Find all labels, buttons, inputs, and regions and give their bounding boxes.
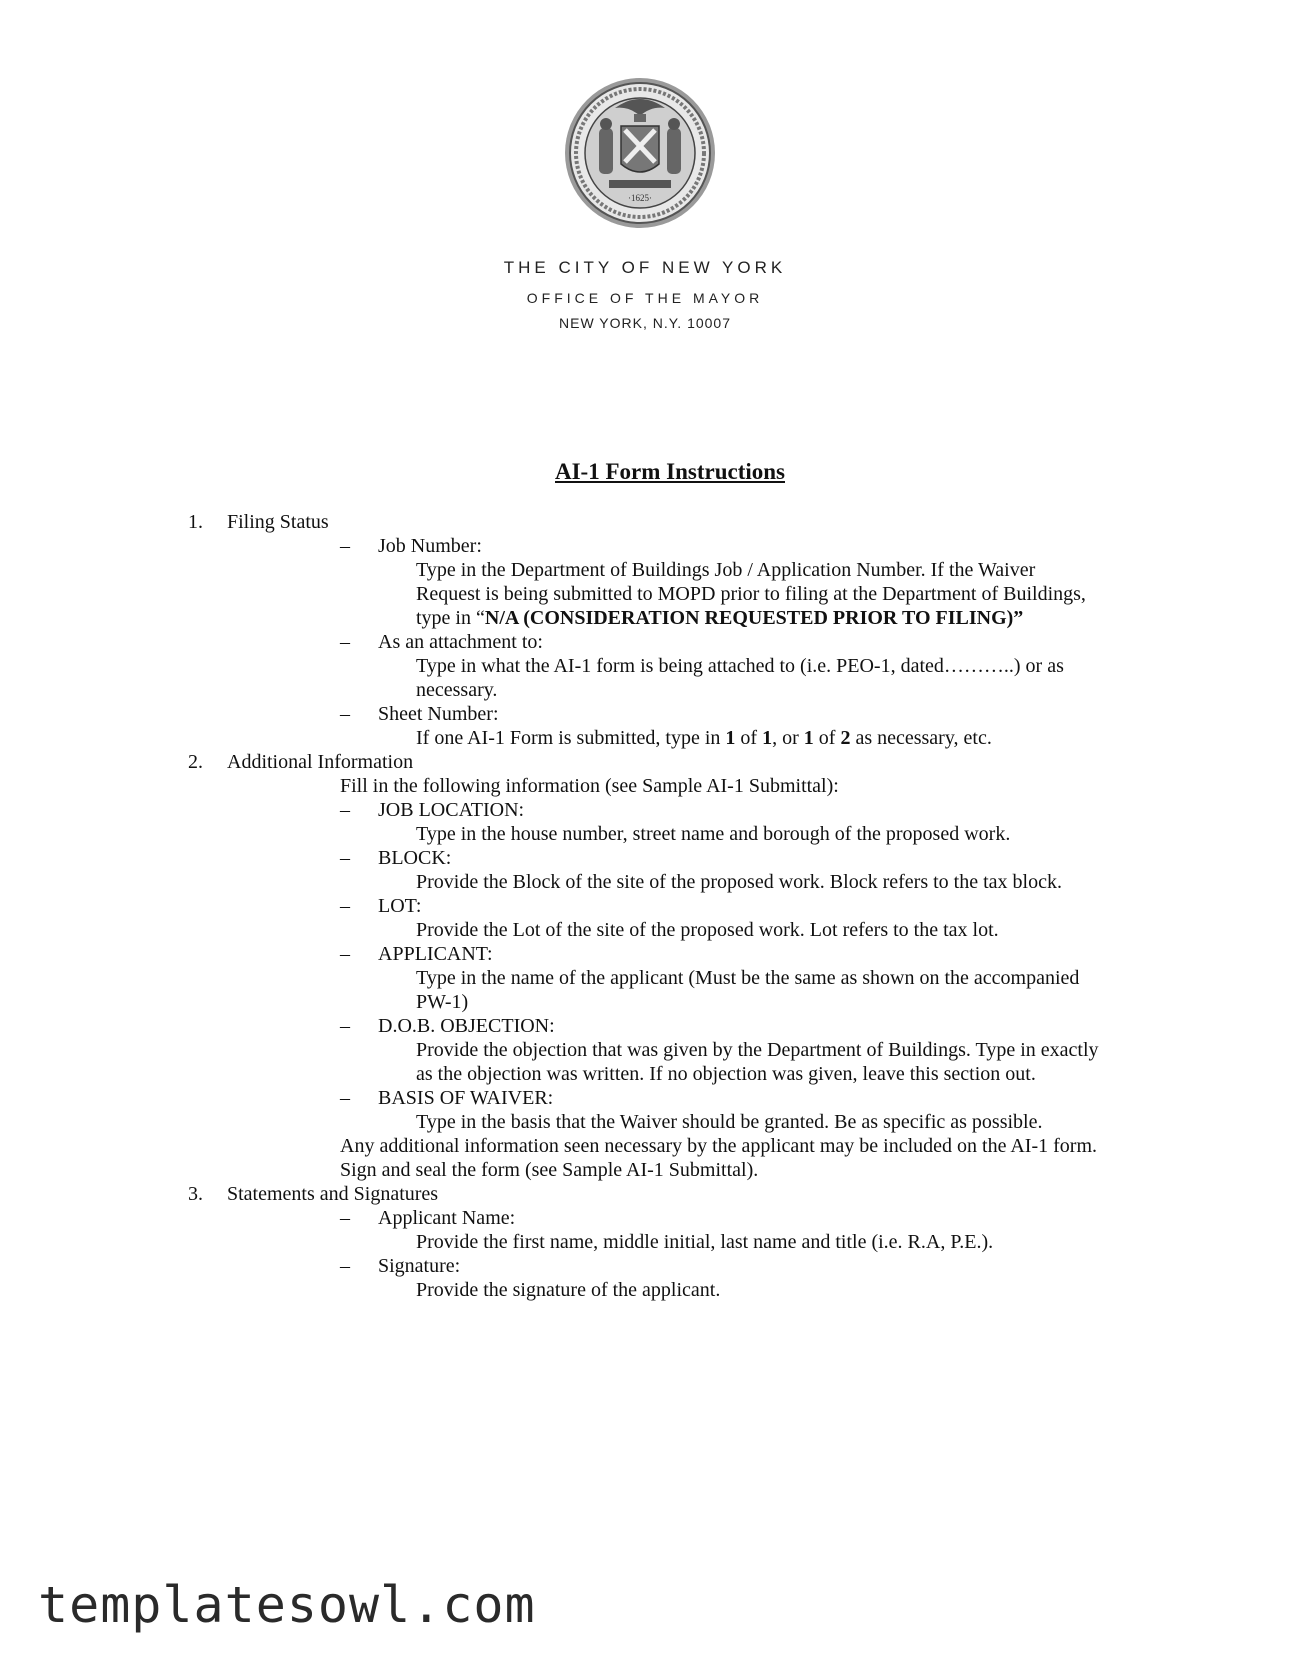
dash-marker: – [340,895,350,917]
dash-marker: – [340,1255,350,1277]
applicant-desc-line: Type in the name of the applicant (Must be the same as shown on the accompanied [416,967,1080,989]
dash-marker: – [340,1087,350,1109]
section-3-heading: Statements and Signatures [227,1183,439,1205]
city-name-heading: THE CITY OF NEW YORK [503,258,787,277]
basis-of-waiver-desc: Type in the basis that the Waiver should be granted. Be as specific as possible. [416,1111,1043,1133]
dash-marker: – [340,799,350,821]
applicant-label: APPLICANT: [378,943,493,965]
section-3-number: 3. [188,1183,203,1205]
job-number-desc-line: Type in the Department of Buildings Job / Application Number. If the Waiver [416,559,1036,581]
attachment-desc-line: Type in what the AI-1 form is being attached to (i.e. PEO-1, dated………..) or as [416,655,1064,677]
signature-label: Signature: [378,1255,461,1277]
svg-text:·1625·: ·1625· [628,193,652,203]
office-heading: OFFICE OF THE MAYOR [526,290,764,306]
dash-marker: – [340,631,350,653]
watermark-text: templatesowl.com [38,1576,536,1634]
section-2-intro: Fill in the following information (see Sample AI-1 Submittal): [340,775,839,797]
lot-label: LOT: [378,895,422,917]
dob-objection-label: D.O.B. OBJECTION: [378,1015,555,1037]
job-location-desc: Type in the house number, street name and borough of the proposed work. [416,823,1011,845]
dash-marker: – [340,943,350,965]
sign-seal-note: Sign and seal the form (see Sample AI-1 Submittal). [340,1159,759,1181]
job-number-desc-line: type in “N/A (CONSIDERATION REQUESTED PRIOR TO FILING)” [416,607,1024,629]
city-seal-image [563,76,717,230]
dash-marker: – [340,1015,350,1037]
dash-marker: – [340,847,350,869]
address-heading: NEW YORK, N.Y. 10007 [559,315,731,331]
section-1-number: 1. [188,511,203,533]
dob-objection-desc-line: Provide the objection that was given by the Department of Buildings. Type in exactly [416,1039,1099,1061]
sheet-number-desc: If one AI-1 Form is submitted, type in 1 of 1, or 1 of 2 as necessary, etc. [416,727,992,749]
dash-marker: – [340,1207,350,1229]
block-desc: Provide the Block of the site of the proposed work. Block refers to the tax block. [416,871,1062,893]
sheet-number-label: Sheet Number: [378,703,499,725]
signature-desc: Provide the signature of the applicant. [416,1279,721,1301]
section-2-heading: Additional Information [227,751,414,773]
dash-marker: – [340,535,350,557]
job-number-desc-line: Request is being submitted to MOPD prior to filing at the Department of Buildings, [416,583,1086,605]
block-label: BLOCK: [378,847,452,869]
applicant-name-label: Applicant Name: [378,1207,516,1229]
attachment-label: As an attachment to: [378,631,543,653]
dash-marker: – [340,703,350,725]
job-number-label: Job Number: [378,535,482,557]
dob-objection-desc-line: as the objection was written. If no objection was given, leave this section out. [416,1063,1036,1085]
basis-of-waiver-label: BASIS OF WAIVER: [378,1087,554,1109]
section-1-heading: Filing Status [227,511,329,533]
applicant-desc-line: PW-1) [416,991,469,1013]
lot-desc: Provide the Lot of the site of the proposed work. Lot refers to the tax lot. [416,919,999,941]
job-location-label: JOB LOCATION: [378,799,525,821]
section-2-number: 2. [188,751,203,773]
attachment-desc-line: necessary. [416,679,498,701]
applicant-name-desc: Provide the first name, middle initial, last name and title (i.e. R.A, P.E.). [416,1231,994,1253]
additional-info-note: Any additional information seen necessary by the applicant may be included on the AI-1 form. [340,1135,1098,1157]
page-title: AI-1 Form Instructions [555,459,785,484]
